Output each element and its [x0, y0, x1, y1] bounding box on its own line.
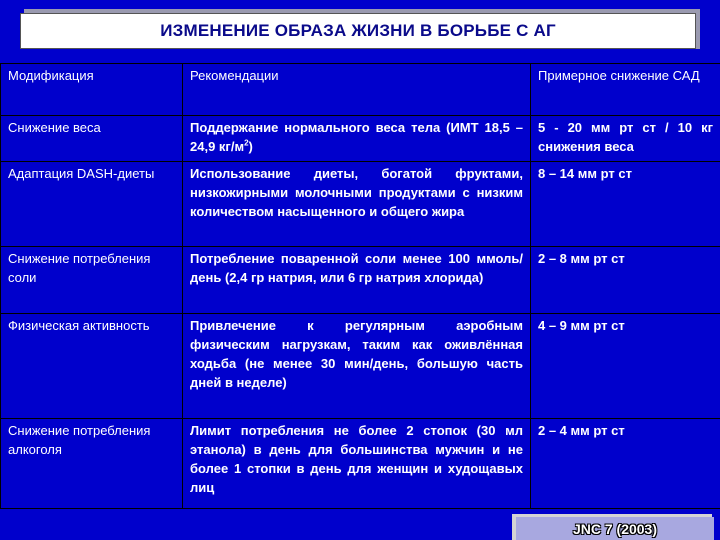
row-reduction: 4 – 9 мм рт ст [531, 314, 720, 419]
row-reduction: 2 – 8 мм рт ст [531, 247, 720, 314]
table-row [1, 116, 720, 162]
source-label: JNC 7 (2003) [572, 520, 658, 537]
row-reduction: 2 – 4 мм рт ст [531, 419, 720, 509]
row-modification: Снижение веса [1, 116, 183, 162]
row-recommendation: Использование диеты, богатой фруктами, низкожирными молочными продуктами с низким количеством насыщенного и общего жира [183, 162, 531, 247]
table-row [1, 419, 720, 509]
source-badge [516, 517, 714, 540]
row-modification: Адаптация DASH-диеты [1, 162, 183, 247]
table-row [1, 247, 720, 314]
table-row [1, 162, 720, 247]
title-box [20, 13, 696, 49]
footer-divider [0, 508, 720, 509]
table-row [1, 314, 720, 419]
row-recommendation: Потребление поваренной соли менее 100 ммоль/день (2,4 гр натрия, или 6 гр натрия хлорида) [183, 247, 531, 314]
header-reduction: Примерное снижение САД [531, 64, 720, 116]
row-modification: Снижение потребления алкоголя [1, 419, 183, 509]
row-modification: Снижение потребления соли [1, 247, 183, 314]
header-modification: Модификация [1, 64, 183, 116]
lifestyle-table [0, 63, 720, 509]
header-recommendations: Рекомендации [183, 64, 531, 116]
table-header-row [1, 64, 720, 116]
slide-title: ИЗМЕНЕНИЕ ОБРАЗА ЖИЗНИ В БОРЬБЕ С АГ [160, 21, 556, 40]
row-recommendation: Привлечение к регулярным аэробным физическим нагрузкам, таким как оживлённая ходьба (не менее 30 мин/день, большую часть дней в неделе) [183, 314, 531, 419]
row-recommendation: Поддержание нормального веса тела (ИМТ 18,5 – 24,9 $кг/м^2$) [183, 116, 531, 162]
row-recommendation: Лимит потребления не более 2 стопок (30 мл этанола) в день для большинства мужчин и не более 1 стопки в день для женщин и худощавых лиц [183, 419, 531, 509]
row-modification: Физическая активность [1, 314, 183, 419]
row-reduction: 5 - 20 мм рт ст / 10 кг снижения веса [531, 116, 720, 162]
row-reduction: 8 – 14 мм рт ст [531, 162, 720, 247]
